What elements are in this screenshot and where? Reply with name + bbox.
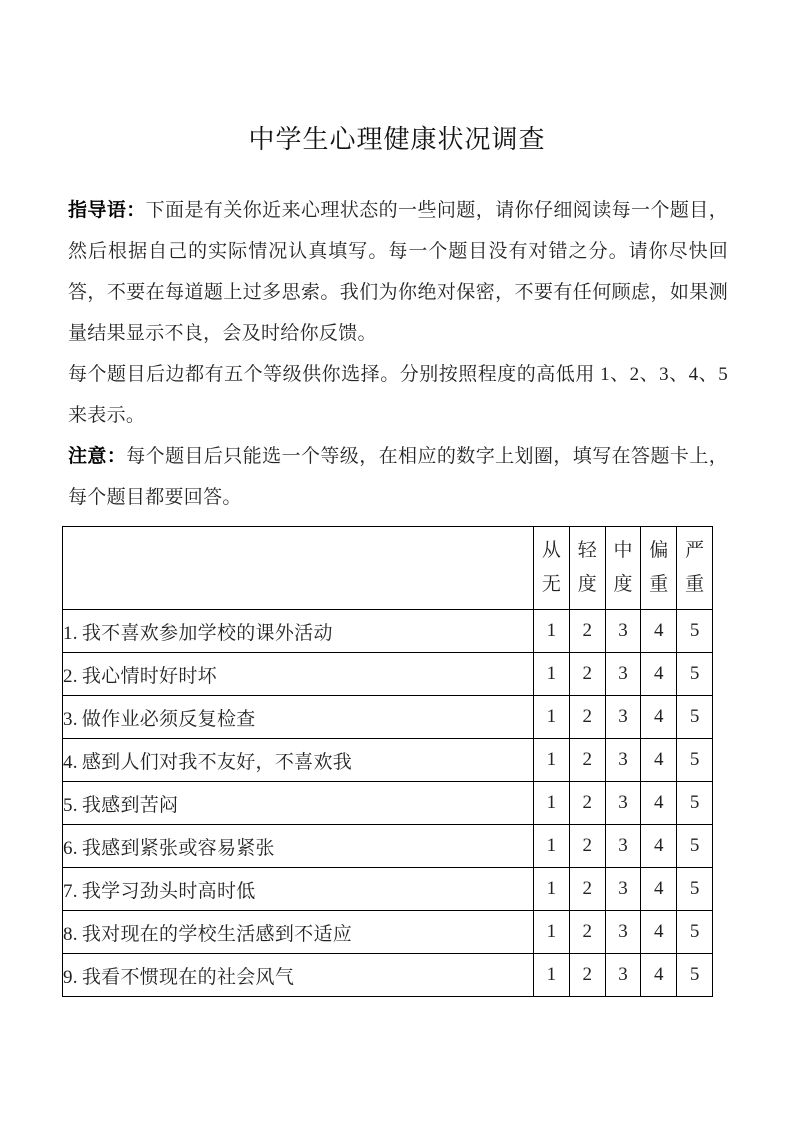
question-number: 9. (63, 966, 78, 988)
rating-option[interactable]: 3 (605, 782, 641, 825)
question-cell (63, 954, 534, 997)
table-row (63, 911, 713, 954)
instruction-paragraph-1 (68, 190, 728, 354)
rating-option[interactable]: 5 (677, 782, 713, 825)
survey-table (62, 526, 713, 997)
rating-option[interactable]: 2 (569, 696, 605, 739)
table-row (63, 696, 713, 739)
question-text: 我不喜欢参加学校的课外活动 (81, 622, 333, 644)
scale-header-very-severe-char-1: 严 (685, 540, 705, 561)
question-number: 2. (63, 665, 78, 687)
question-text: 我感到苦闷 (81, 794, 179, 816)
table-row (63, 868, 713, 911)
rating-option[interactable]: 5 (677, 911, 713, 954)
rating-option[interactable]: 4 (641, 653, 677, 696)
survey-table-body (63, 527, 713, 997)
instruction-text-3: 每个题目后只能选一个等级，在相应的数字上划圈，填写在答题卡上，每个题目都要回答。 (68, 446, 728, 508)
question-cell (63, 868, 534, 911)
rating-option[interactable]: 4 (641, 696, 677, 739)
rating-option[interactable]: 3 (605, 868, 641, 911)
table-row (63, 739, 713, 782)
rating-option[interactable]: 5 (677, 653, 713, 696)
rating-option[interactable]: 3 (605, 610, 641, 653)
scale-header-moderate (605, 527, 641, 610)
question-text: 我看不惯现在的社会风气 (81, 966, 295, 988)
question-text: 我感到紧张或容易紧张 (81, 837, 275, 859)
question-number: 7. (63, 880, 78, 902)
scale-header-severe-char-2: 重 (649, 574, 669, 595)
question-column-header (63, 527, 534, 610)
rating-option[interactable]: 4 (641, 825, 677, 868)
scale-header-mild (569, 527, 605, 610)
scale-header-very-severe-char-2: 重 (685, 574, 705, 595)
scale-header-severe-char-1: 偏 (649, 540, 669, 561)
rating-option[interactable]: 1 (534, 653, 570, 696)
rating-option[interactable]: 5 (677, 696, 713, 739)
question-text: 做作业必须反复检查 (81, 708, 256, 730)
instruction-lead-3: 注意： (68, 446, 127, 467)
rating-option[interactable]: 4 (641, 954, 677, 997)
question-number: 6. (63, 837, 78, 859)
rating-option[interactable]: 1 (534, 825, 570, 868)
table-row (63, 653, 713, 696)
question-text: 我对现在的学校生活感到不适应 (81, 923, 353, 945)
rating-option[interactable]: 5 (677, 954, 713, 997)
rating-option[interactable]: 3 (605, 739, 641, 782)
question-number: 4. (63, 751, 78, 773)
instructions-block (68, 190, 728, 518)
question-number: 3. (63, 708, 78, 730)
table-header-row (63, 527, 713, 610)
rating-option[interactable]: 1 (534, 610, 570, 653)
rating-option[interactable]: 3 (605, 653, 641, 696)
scale-header-mild-char-2: 度 (577, 574, 597, 595)
scale-header-severe (641, 527, 677, 610)
scale-header-mild-char-1: 轻 (577, 540, 597, 561)
rating-option[interactable]: 1 (534, 954, 570, 997)
question-text: 我学习劲头时高时低 (81, 880, 256, 902)
rating-option[interactable]: 5 (677, 868, 713, 911)
question-cell (63, 782, 534, 825)
page-title: 中学生心理健康状况调查 (248, 125, 546, 154)
rating-option[interactable]: 4 (641, 911, 677, 954)
instruction-lead-1: 指导语： (68, 200, 146, 221)
table-row (63, 954, 713, 997)
scale-header-none (534, 527, 570, 610)
rating-option[interactable]: 2 (569, 653, 605, 696)
question-number: 5. (63, 794, 78, 816)
scale-header-moderate-char-2: 度 (613, 574, 633, 595)
rating-option[interactable]: 3 (605, 911, 641, 954)
rating-option[interactable]: 2 (569, 825, 605, 868)
rating-option[interactable]: 3 (605, 954, 641, 997)
rating-option[interactable]: 1 (534, 696, 570, 739)
rating-option[interactable]: 2 (569, 739, 605, 782)
scale-header-none-char-1: 从 (541, 540, 561, 561)
rating-option[interactable]: 4 (641, 782, 677, 825)
table-row (63, 782, 713, 825)
question-cell (63, 911, 534, 954)
instruction-text-1: 下面是有关你近来心理状态的一些问题，请你仔细阅读每一个题目，然后根据自己的实际情况认真填写。每一个题目没有对错之分。请你尽快回答，不要在每道题上过多思索。我们为你绝对保密，不要有任何顾虑，如果测量结果显示不良，会及时给你反馈。 (68, 200, 728, 344)
question-text: 我心情时好时坏 (81, 665, 217, 687)
rating-option[interactable]: 2 (569, 954, 605, 997)
question-cell (63, 825, 534, 868)
question-number: 1. (63, 622, 78, 644)
scale-header-very-severe (677, 527, 713, 610)
rating-option[interactable]: 4 (641, 739, 677, 782)
question-cell (63, 696, 534, 739)
question-cell (63, 653, 534, 696)
rating-option[interactable]: 5 (677, 610, 713, 653)
table-row (63, 825, 713, 868)
table-row (63, 610, 713, 653)
scale-header-none-char-2: 无 (541, 574, 561, 595)
rating-option[interactable]: 2 (569, 911, 605, 954)
question-number: 8. (63, 923, 78, 945)
rating-option[interactable]: 2 (569, 782, 605, 825)
rating-option[interactable]: 5 (677, 739, 713, 782)
scale-header-moderate-char-1: 中 (613, 540, 633, 561)
rating-option[interactable]: 4 (641, 610, 677, 653)
question-cell (63, 610, 534, 653)
rating-option[interactable]: 1 (534, 911, 570, 954)
rating-option[interactable]: 5 (677, 825, 713, 868)
rating-option[interactable]: 1 (534, 782, 570, 825)
rating-option[interactable]: 1 (534, 739, 570, 782)
rating-option[interactable]: 1 (534, 868, 570, 911)
question-cell (63, 739, 534, 782)
rating-option[interactable]: 3 (605, 696, 641, 739)
rating-option[interactable]: 4 (641, 868, 677, 911)
rating-option[interactable]: 3 (605, 825, 641, 868)
instruction-paragraph-3 (68, 436, 728, 518)
question-text: 感到人们对我不友好，不喜欢我 (81, 751, 353, 773)
rating-option[interactable]: 2 (569, 610, 605, 653)
instruction-text-2: 每个题目后边都有五个等级供你选择。分别按照程度的高低用 1、2、3、4、5 来表示。 (68, 364, 728, 426)
instruction-paragraph-2 (68, 354, 728, 436)
rating-option[interactable]: 2 (569, 868, 605, 911)
